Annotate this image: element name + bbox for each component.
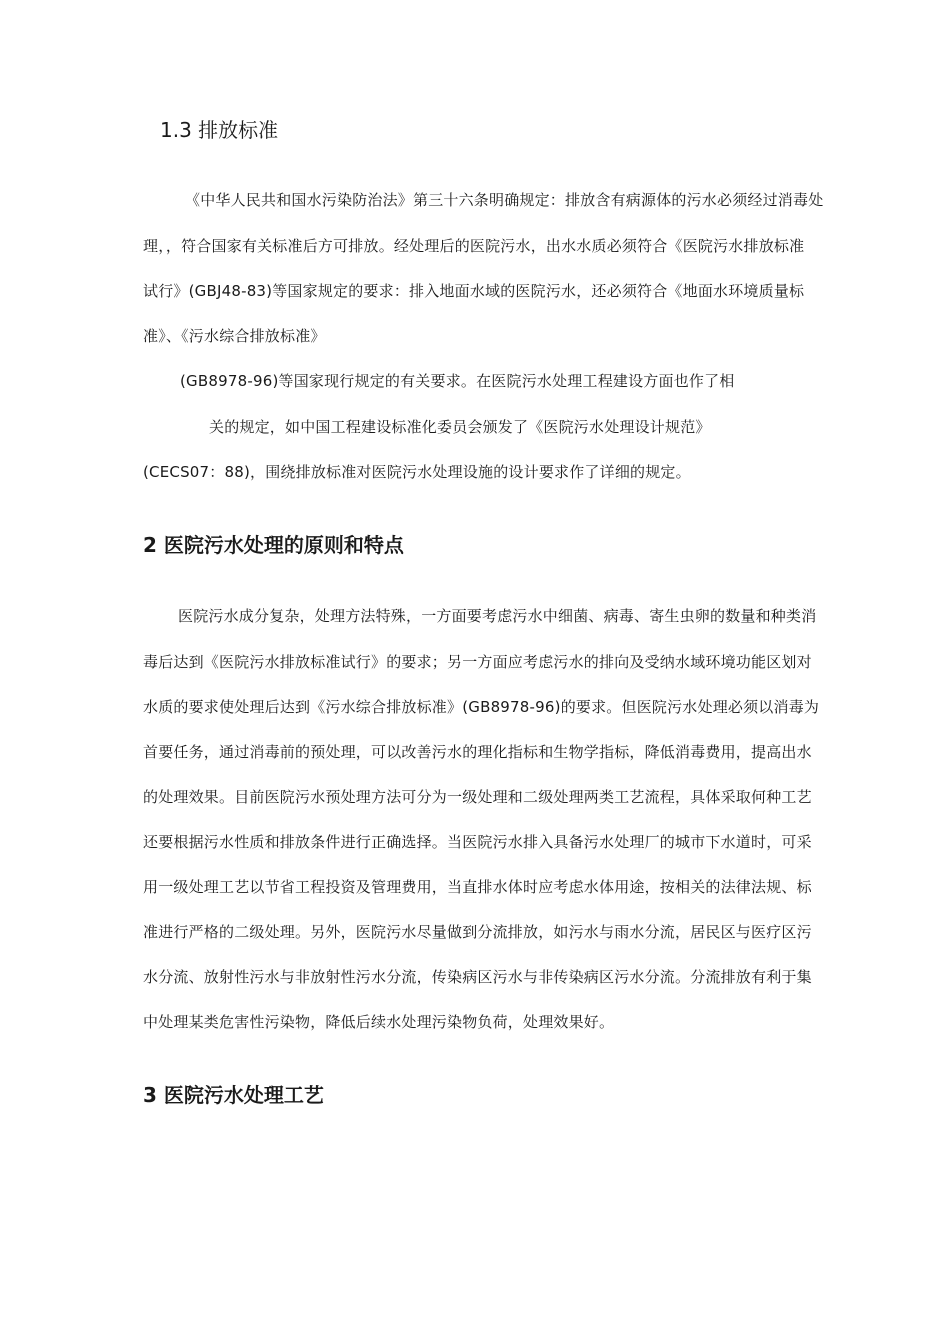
paragraph-line: 首要任务，通过消毒前的预处理，可以改善污水的理化指标和生物学指标，降低消毒费用，提高出水 — [143, 743, 812, 761]
paragraph-line: 试行》(GBJ48-83)等国家规定的要求：排入地面水域的医院污水，还必须符合《地面水环境质量标 — [143, 282, 805, 300]
paragraph-line: 理，，符合国家有关标准后方可排放。经处理后的医院污水，出水水质必须符合《医院污水排放标准 — [143, 237, 805, 255]
paragraph-line: 水分流、放射性污水与非放射性污水分流，传染病区污水与非传染病区污水分流。分流排放有利于集 — [143, 968, 812, 986]
paragraph-line: 的处理效果。目前医院污水预处理方法可分为一级处理和二级处理两类工艺流程，具体采取何种工艺 — [143, 788, 812, 806]
paragraph-line: 医院污水成分复杂，处理方法特殊，一方面要考虑污水中细菌、病毒、寄生虫卵的数量和种类消 — [178, 607, 817, 625]
paragraph-line: (CECS07：88)，围绕排放标准对医院污水处理设施的设计要求作了详细的规定。 — [143, 463, 691, 481]
paragraph-line: 关的规定，如中国工程建设标准化委员会颁发了《医院污水处理设计规范》 — [209, 418, 711, 436]
section-1-3-heading: 1.3 排放标准 — [160, 118, 279, 142]
paragraph-line: 水质的要求使处理后达到《污水综合排放标准》(GB8978-96)的要求。但医院污水处理必须以消毒为 — [143, 698, 820, 716]
paragraph-line: 毒后达到《医院污水排放标准试行》的要求；另一方面应考虑污水的排向及受纳水域环境功能区划对 — [143, 653, 812, 671]
section-3-heading: 3 医院污水处理工艺 — [143, 1083, 324, 1107]
paragraph-line: 还要根据污水性质和排放条件进行正确选择。当医院污水排入具备污水处理厂的城市下水道时，可采 — [143, 833, 812, 851]
paragraph-line: 用一级处理工艺以节省工程投资及管理费用，当直排水体时应考虑水体用途，按相关的法律法规、标 — [143, 878, 812, 896]
paragraph-line: 准进行严格的二级处理。另外，医院污水尽量做到分流排放，如污水与雨水分流，居民区与医疗区污 — [143, 923, 812, 941]
paragraph-line: 中处理某类危害性污染物，降低后续水处理污染物负荷，处理效果好。 — [143, 1013, 615, 1031]
paragraph-line: 准》、《污水综合排放标准》 — [143, 327, 326, 345]
paragraph-line: 《中华人民共和国水污染防治法》第三十六条明确规定：排放含有病源体的污水必须经过消毒处 — [185, 191, 824, 209]
paragraph-line: (GB8978-96)等国家现行规定的有关要求。在医院污水处理工程建设方面也作了相 — [180, 372, 735, 390]
section-2-heading: 2 医院污水处理的原则和特点 — [143, 533, 404, 557]
